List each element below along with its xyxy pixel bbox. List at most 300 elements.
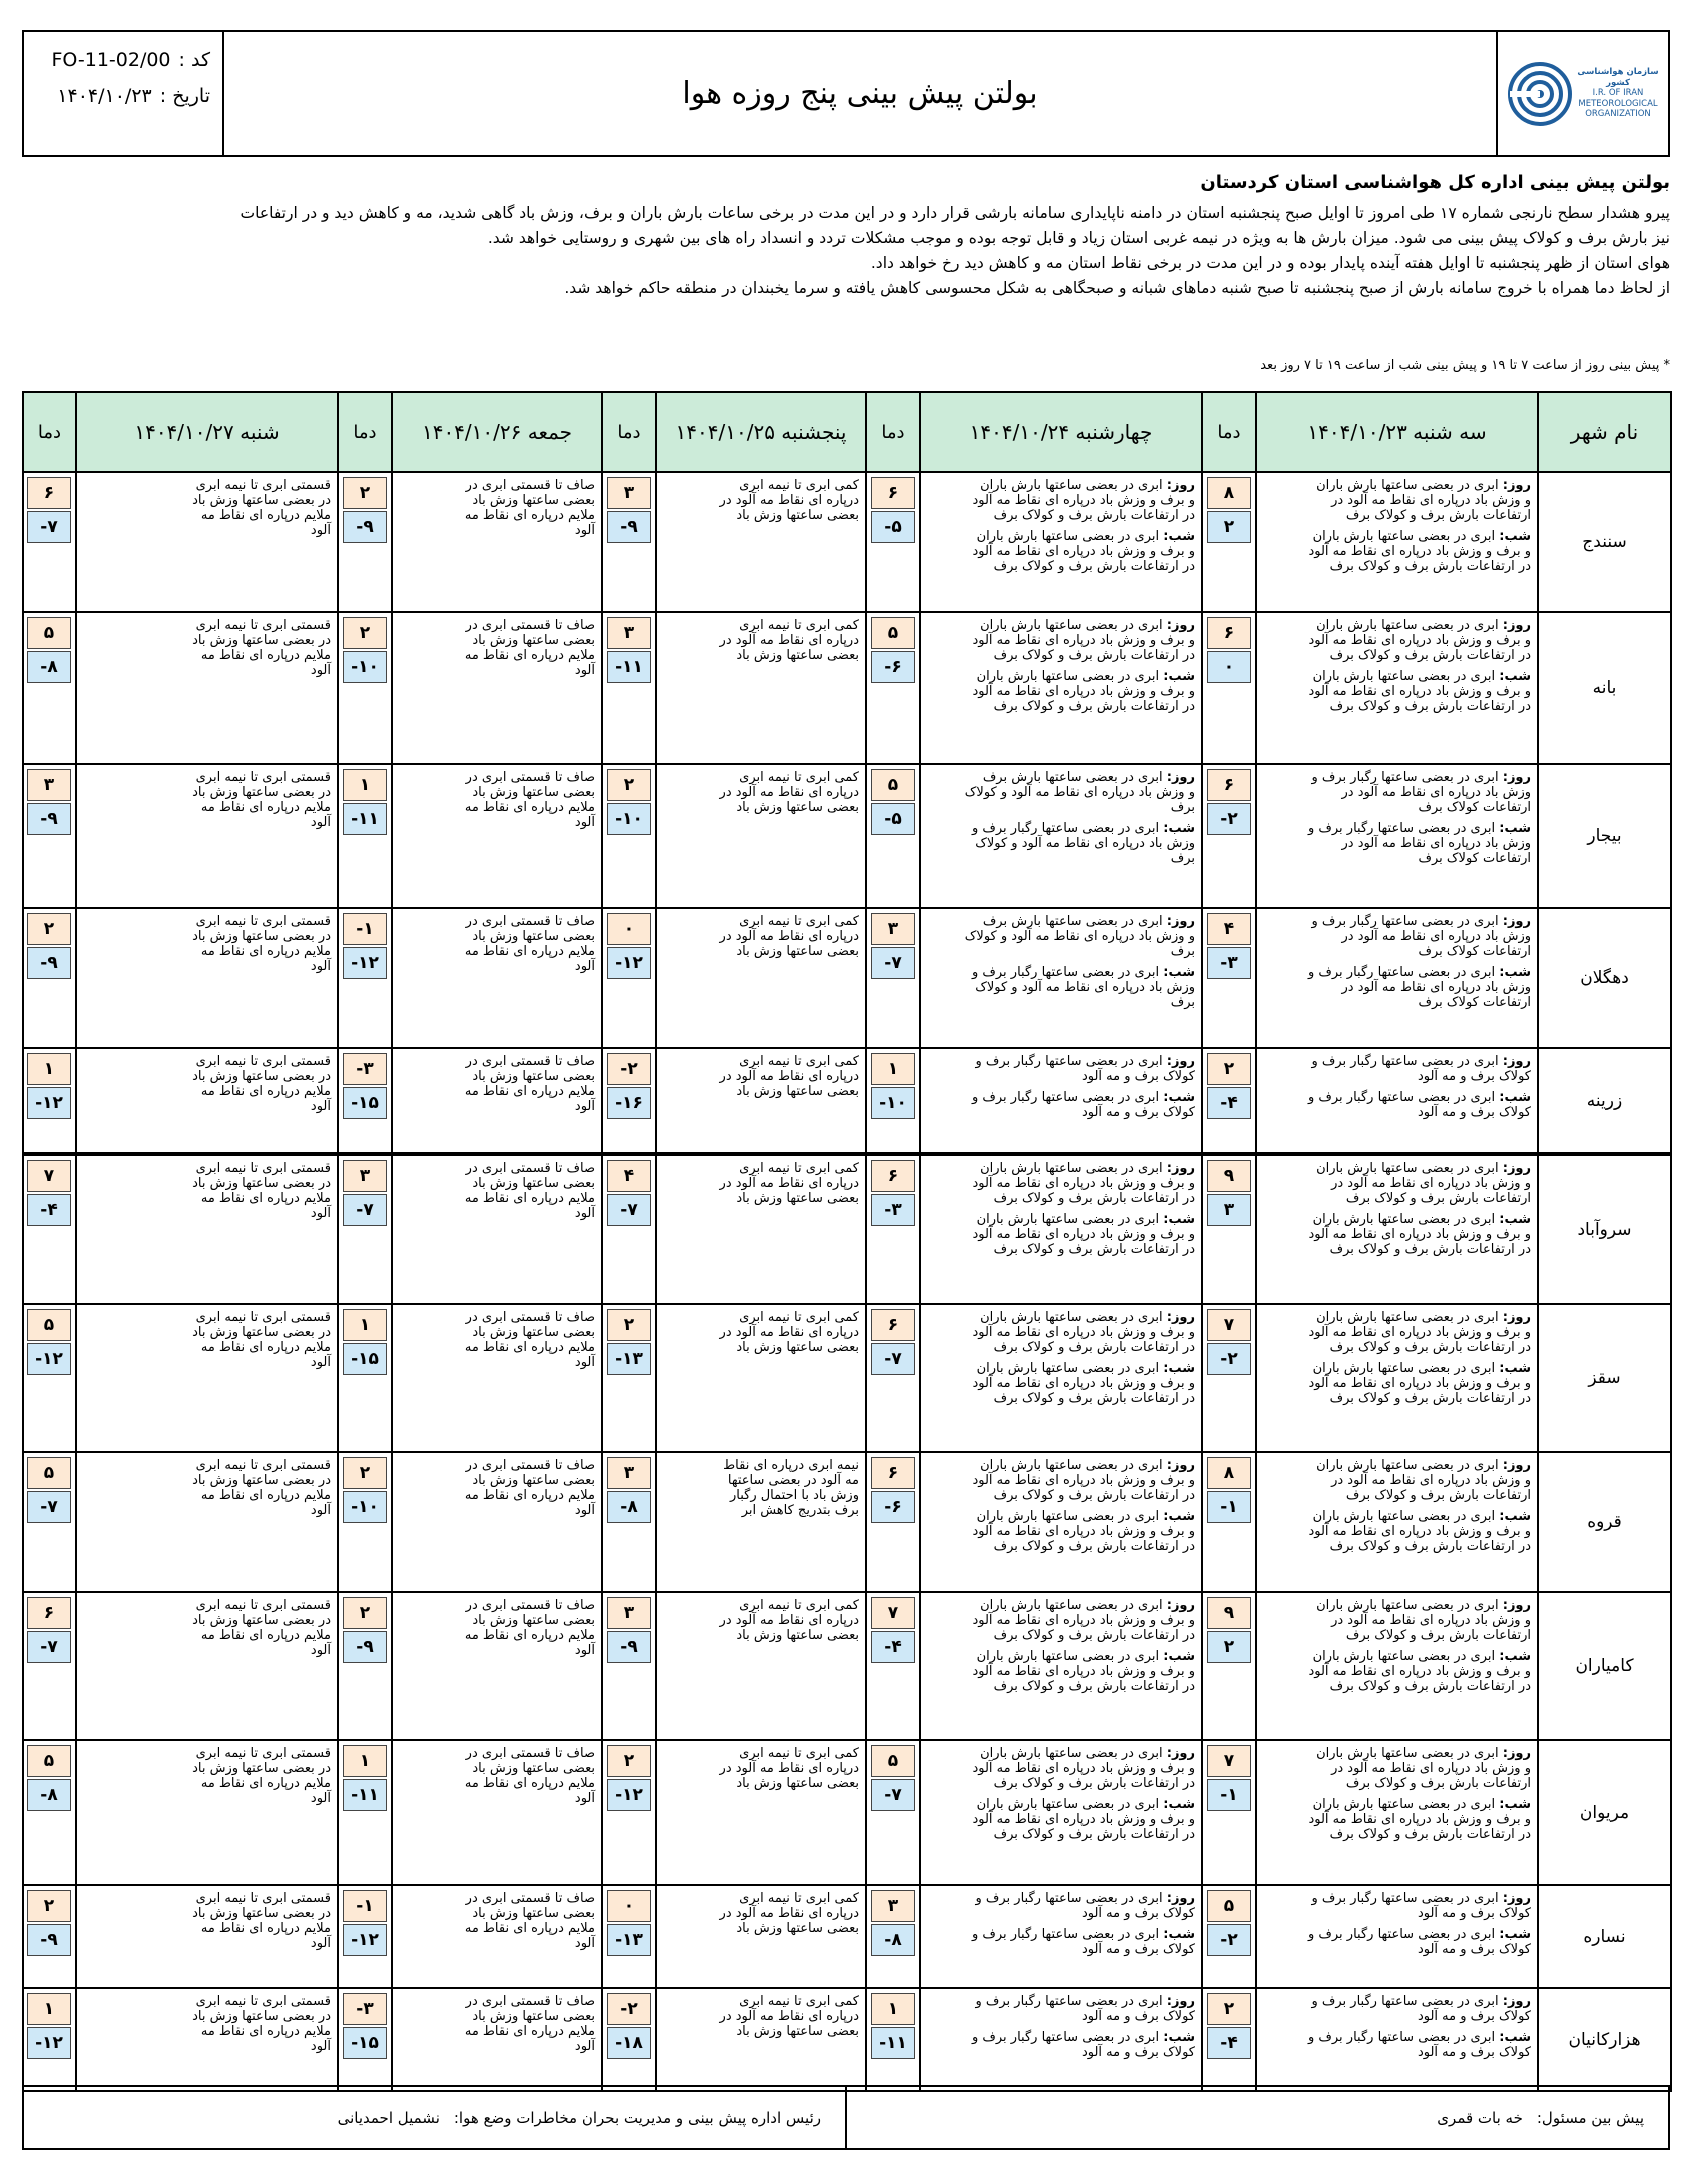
forecast-text: و برف و وزش باد درپاره ای نقاط مه آلود <box>972 1812 1195 1827</box>
forecast-line: صاف تا قسمتی ابری در <box>465 1746 595 1761</box>
temp-cell <box>23 1154 76 1304</box>
forecast-line: بعضی ساعتها وزش باد <box>472 1473 595 1488</box>
forecast-desc <box>392 1452 602 1592</box>
forecast-line <box>927 785 1195 800</box>
table-row <box>23 1452 1671 1592</box>
table-row <box>23 1304 1671 1452</box>
forecast-text: ارتفاعات کولاک برف <box>1418 944 1531 959</box>
temp-cell <box>866 1452 920 1592</box>
temp-cell <box>602 1592 656 1740</box>
city-name: سروآباد <box>1538 1154 1671 1304</box>
forecast-line: کمی ابری تا نیمه ابری <box>739 1746 859 1761</box>
max-temp: -۱ <box>343 1890 387 1922</box>
forecast-line: در بعضی ساعتها وزش باد <box>192 1069 331 1084</box>
forecast-line: درپاره ای نقاط مه آلود در <box>719 1613 859 1628</box>
night-forecast <box>927 1212 1195 1257</box>
forecast-line: بعضی ساعتها وزش باد <box>472 1761 595 1776</box>
forecast-desc <box>656 472 866 612</box>
forecast-desc <box>1256 1154 1538 1304</box>
night-forecast <box>1263 965 1531 1010</box>
forecast-line: قسمتی ابری تا نیمه ابری <box>195 1054 331 1069</box>
max-temp: ۵ <box>1207 1890 1251 1922</box>
temp-cell <box>338 1304 392 1452</box>
forecast-line <box>927 1069 1195 1084</box>
doc-meta <box>24 32 224 155</box>
forecast-line <box>927 1105 1195 1120</box>
day-forecast <box>1263 1994 1531 2024</box>
temp-cell <box>1202 612 1256 764</box>
forecast-line <box>927 684 1195 699</box>
night-forecast <box>1263 2030 1531 2060</box>
code-label: کد : <box>178 49 210 71</box>
forecast-line <box>927 929 1195 944</box>
forecast-desc <box>920 1592 1202 1740</box>
forecast-text: کولاک برف و مه آلود <box>1081 1105 1195 1120</box>
forecast-line: صاف تا قسمتی ابری در <box>465 1161 595 1176</box>
forecast-line <box>927 851 1195 866</box>
forecast-desc <box>920 908 1202 1048</box>
min-temp: -۶ <box>871 651 915 683</box>
forecast-text: ارتفاعات بارش برف و کولاک برف <box>1345 1628 1531 1643</box>
forecast-text: ابری در بعضی ساعتها رگبار برف و <box>972 1927 1160 1942</box>
temp-cell <box>1202 1304 1256 1452</box>
forecast-line <box>1263 980 1531 995</box>
forecast-line <box>927 1797 1195 1812</box>
temp-cell <box>866 472 920 612</box>
forecast-line: کمی ابری تا نیمه ابری <box>739 770 859 785</box>
min-temp: -۷ <box>607 1194 651 1226</box>
max-temp: ۱ <box>871 1993 915 2025</box>
forecast-line: نیمه ابری درپاره ای نقاط <box>723 1458 859 1473</box>
forecast-text: ابری در بعضی ساعتها بارش باران <box>980 1310 1163 1325</box>
night-label: شب: <box>1163 1649 1195 1664</box>
forecast-line: برف بتدریج کاهش ابر <box>741 1503 859 1518</box>
day-forecast <box>1263 1161 1531 1206</box>
forecast-line <box>1263 836 1531 851</box>
night-label: شب: <box>1163 529 1195 544</box>
temp-cell <box>866 764 920 908</box>
night-label: شب: <box>1499 1649 1531 1664</box>
code-value: FO-11-02/00 <box>51 49 171 71</box>
forecast-desc <box>656 764 866 908</box>
night-forecast <box>927 2030 1195 2060</box>
forecast-desc <box>920 1452 1202 1592</box>
forecast-text: ابری در بعضی ساعتها رگبار برف و <box>975 1994 1163 2009</box>
forecast-line <box>1263 1473 1531 1488</box>
max-temp: ۸ <box>1207 1457 1251 1489</box>
forecast-text: وزش باد درپاره ای نقاط مه آلود در <box>1341 785 1531 800</box>
forecast-line <box>1263 1613 1531 1628</box>
forecast-line: قسمتی ابری تا نیمه ابری <box>195 1746 331 1761</box>
forecast-desc <box>1256 472 1538 612</box>
city-name: نساره <box>1538 1885 1671 1988</box>
forecast-line <box>927 1891 1195 1906</box>
forecast-desc <box>1256 1988 1538 2091</box>
min-temp: -۷ <box>871 1779 915 1811</box>
forecast-line: درپاره ای نقاط مه آلود در <box>719 1325 859 1340</box>
min-temp: -۳ <box>871 1194 915 1226</box>
temp-header: دما <box>602 392 656 472</box>
forecast-text: و برف و وزش باد درپاره ای نقاط مه آلود <box>972 1176 1195 1191</box>
day-label: روز: <box>1166 1746 1195 1761</box>
min-temp: -۱۱ <box>607 651 651 683</box>
forecast-line <box>1263 1090 1531 1105</box>
logo-text <box>1577 67 1659 120</box>
forecast-line: آلود <box>310 1503 331 1518</box>
forecast-line: آلود <box>574 1936 595 1951</box>
night-forecast <box>1263 1649 1531 1694</box>
forecast-text: در ارتفاعات بارش برف و کولاک برف <box>993 1827 1195 1842</box>
forecast-line: آلود <box>574 663 595 678</box>
forecast-line: ملایم درپاره ای نقاط مه <box>200 1921 331 1936</box>
forecast-line <box>1263 1509 1531 1524</box>
forecast-desc <box>656 1740 866 1885</box>
bulletin-header <box>22 30 1670 157</box>
forecast-line <box>1263 800 1531 815</box>
forecast-line <box>927 508 1195 523</box>
forecast-line <box>1263 684 1531 699</box>
forecast-line: بعضی ساعتها وزش باد <box>472 785 595 800</box>
temp-cell <box>1202 1592 1256 1740</box>
max-temp: ۵ <box>27 617 71 649</box>
forecast-line <box>927 1391 1195 1406</box>
forecast-line <box>1263 1325 1531 1340</box>
max-temp: ۳ <box>607 1457 651 1489</box>
forecast-line: بعضی ساعتها وزش باد <box>736 1191 859 1206</box>
night-label: شب: <box>1499 669 1531 684</box>
forecast-line: درپاره ای نقاط مه آلود در <box>719 785 859 800</box>
temp-cell <box>338 1452 392 1592</box>
forecast-line: بعضی ساعتها وزش باد <box>472 2009 595 2024</box>
forecast-line <box>927 800 1195 815</box>
max-temp: ۷ <box>27 1160 71 1192</box>
temp-cell <box>1202 764 1256 908</box>
forecast-text: ارتفاعات کولاک برف <box>1418 851 1531 866</box>
forecast-line: ملایم درپاره ای نقاط مه <box>200 944 331 959</box>
temp-cell <box>866 1048 920 1154</box>
forecast-line <box>1263 544 1531 559</box>
forecast-text: ارتفاعات بارش برف و کولاک برف <box>1345 1191 1531 1206</box>
min-temp: -۱۲ <box>607 947 651 979</box>
forecast-line: ملایم درپاره ای نقاط مه <box>200 2024 331 2039</box>
forecast-text: برف <box>1170 800 1195 815</box>
min-temp: -۴ <box>1207 2027 1251 2059</box>
forecast-line <box>1263 1776 1531 1791</box>
temp-cell <box>866 1592 920 1740</box>
min-temp: -۷ <box>343 1194 387 1226</box>
forecast-line: صاف تا قسمتی ابری در <box>465 914 595 929</box>
forecast-line: بعضی ساعتها وزش باد <box>736 1084 859 1099</box>
forecast-line: بعضی ساعتها وزش باد <box>472 1069 595 1084</box>
max-temp: ۵ <box>871 769 915 801</box>
min-temp: -۱۰ <box>343 651 387 683</box>
forecast-line: در بعضی ساعتها وزش باد <box>192 1761 331 1776</box>
forecast-line: آلود <box>310 1643 331 1658</box>
forecast-text: ابری در بعضی ساعتها بارش باران <box>976 1649 1160 1664</box>
temp-cell <box>338 764 392 908</box>
temp-cell <box>23 1048 76 1154</box>
temp-cell <box>23 472 76 612</box>
day-label: روز: <box>1166 1161 1195 1176</box>
max-temp: ۷ <box>1207 1309 1251 1341</box>
day-label: روز: <box>1166 1994 1195 2009</box>
forecast-text: ابری در بعضی ساعتها بارش باران <box>1316 1310 1499 1325</box>
forecast-line: بعضی ساعتها وزش باد <box>472 929 595 944</box>
night-label: شب: <box>1499 821 1531 836</box>
min-temp: -۱۰ <box>607 803 651 835</box>
forecast-desc <box>76 908 338 1048</box>
forecast-text: و برف و وزش باد درپاره ای نقاط مه آلود <box>1308 544 1531 559</box>
night-forecast <box>1263 1509 1531 1554</box>
forecast-line: ملایم درپاره ای نقاط مه <box>464 508 595 523</box>
forecast-desc <box>392 472 602 612</box>
day-label: روز: <box>1502 618 1531 633</box>
temp-cell <box>866 1988 920 2091</box>
temp-cell <box>602 1740 656 1885</box>
min-temp: -۱۲ <box>607 1779 651 1811</box>
forecast-text: در ارتفاعات بارش برف و کولاک برف <box>993 508 1195 523</box>
forecast-line: ملایم درپاره ای نقاط مه <box>464 1628 595 1643</box>
forecast-line: ملایم درپاره ای نقاط مه <box>464 1776 595 1791</box>
forecast-desc <box>392 1885 602 1988</box>
forecast-line: صاف تا قسمتی ابری در <box>465 770 595 785</box>
forecast-desc <box>920 1988 1202 2091</box>
forecast-desc <box>1256 1452 1538 1592</box>
forecast-text: و برف و وزش باد درپاره ای نقاط مه آلود <box>972 1473 1195 1488</box>
table-row <box>23 908 1671 1048</box>
temp-cell <box>338 1988 392 2091</box>
forecast-line: صاف تا قسمتی ابری در <box>465 1891 595 1906</box>
forecast-text: برف <box>1170 995 1195 1010</box>
forecast-desc <box>920 764 1202 908</box>
forecast-line: صاف تا قسمتی ابری در <box>465 1458 595 1473</box>
forecast-desc <box>76 1304 338 1452</box>
date-value: ۱۴۰۴/۱۰/۲۳ <box>57 85 152 107</box>
forecast-text: ابری در بعضی ساعتها رگبار برف و <box>1308 821 1496 836</box>
forecast-text: و برف و وزش باد درپاره ای نقاط مه آلود <box>972 1376 1195 1391</box>
forecast-line <box>927 1488 1195 1503</box>
min-temp: -۲ <box>1207 1343 1251 1375</box>
forecast-line: درپاره ای نقاط مه آلود در <box>719 1176 859 1191</box>
forecast-line: درپاره ای نقاط مه آلود در <box>719 633 859 648</box>
forecast-line: درپاره ای نقاط مه آلود در <box>719 929 859 944</box>
min-temp: -۱۱ <box>343 803 387 835</box>
forecast-line: ملایم درپاره ای نقاط مه <box>464 1340 595 1355</box>
temp-cell <box>866 1304 920 1452</box>
day-label: روز: <box>1166 1458 1195 1473</box>
forecast-line <box>1263 1628 1531 1643</box>
table-row <box>23 472 1671 612</box>
temp-cell <box>866 612 920 764</box>
min-temp: -۱۲ <box>27 2027 71 2059</box>
forecast-desc <box>392 1304 602 1452</box>
date-label: تاریخ : <box>159 85 210 107</box>
forecast-line: آلود <box>310 815 331 830</box>
forecast-text: ابری در بعضی ساعتها رگبار برف و <box>972 2030 1160 2045</box>
day-label: روز: <box>1166 1891 1195 1906</box>
forecast-text: در ارتفاعات بارش برف و کولاک برف <box>1329 1827 1531 1842</box>
day-forecast <box>1263 1458 1531 1503</box>
forecast-line: قسمتی ابری تا نیمه ابری <box>195 1598 331 1613</box>
forecast-line: ملایم درپاره ای نقاط مه <box>200 508 331 523</box>
night-label: شب: <box>1499 1361 1531 1376</box>
forecast-text: و برف و وزش باد درپاره ای نقاط مه آلود <box>1308 1376 1531 1391</box>
forecast-text: و برف و وزش باد درپاره ای نقاط مه آلود <box>972 633 1195 648</box>
temp-cell <box>23 612 76 764</box>
forecast-line: آلود <box>310 1206 331 1221</box>
forecast-line <box>1263 1340 1531 1355</box>
min-temp: -۱۱ <box>343 1779 387 1811</box>
forecast-line: ملایم درپاره ای نقاط مه <box>464 800 595 815</box>
forecast-text: ابری در بعضی ساعتها بارش باران <box>1312 1797 1496 1812</box>
forecast-line: کمی ابری تا نیمه ابری <box>739 1161 859 1176</box>
forecast-line <box>1263 944 1531 959</box>
forecast-line: ملایم درپاره ای نقاط مه <box>464 1921 595 1936</box>
max-temp: ۶ <box>27 1597 71 1629</box>
temp-cell <box>338 908 392 1048</box>
forecast-line <box>927 1340 1195 1355</box>
forecast-line <box>1263 1176 1531 1191</box>
forecast-line: آلود <box>574 1206 595 1221</box>
forecast-text: و برف و وزش باد درپاره ای نقاط مه آلود <box>1308 1812 1531 1827</box>
forecast-line <box>927 1325 1195 1340</box>
day-forecast <box>927 1310 1195 1355</box>
night-label: شب: <box>1499 1927 1531 1942</box>
night-forecast <box>927 669 1195 714</box>
forecast-line <box>1263 914 1531 929</box>
forecast-text: ابری در بعضی ساعتها بارش باران <box>980 618 1163 633</box>
forecast-line <box>927 944 1195 959</box>
temp-cell <box>1202 1740 1256 1885</box>
forecast-line <box>1263 699 1531 714</box>
forecast-line: آلود <box>574 1355 595 1370</box>
night-forecast <box>1263 529 1531 574</box>
forecast-line <box>927 965 1195 980</box>
min-temp: -۹ <box>27 803 71 835</box>
forecaster-label: پیش بین مسئول: <box>1536 2108 1644 2127</box>
max-temp: -۲ <box>607 1993 651 2025</box>
forecast-line <box>927 1761 1195 1776</box>
forecast-text: ابری در بعضی ساعتها بارش باران <box>976 1509 1160 1524</box>
temp-cell <box>602 1048 656 1154</box>
forecast-line <box>1263 1524 1531 1539</box>
temp-cell <box>338 1048 392 1154</box>
forecast-text: و برف و وزش باد درپاره ای نقاط مه آلود <box>1308 1664 1531 1679</box>
forecast-line <box>927 618 1195 633</box>
day-label: روز: <box>1502 1746 1531 1761</box>
forecast-text: در ارتفاعات بارش برف و کولاک برف <box>993 1679 1195 1694</box>
forecast-line <box>1263 1227 1531 1242</box>
forecast-text: کولاک برف و مه آلود <box>1081 1069 1195 1084</box>
forecast-line <box>1263 1361 1531 1376</box>
forecast-line: بعضی ساعتها وزش باد <box>736 2024 859 2039</box>
forecast-line <box>1263 1191 1531 1206</box>
forecast-line: درپاره ای نقاط مه آلود در <box>719 493 859 508</box>
forecast-text: ابری در بعضی ساعتها رگبار برف و <box>1311 770 1499 785</box>
max-temp: ۳ <box>607 1597 651 1629</box>
forecast-line <box>1263 633 1531 648</box>
forecast-line <box>1263 1212 1531 1227</box>
city-name: قروه <box>1538 1452 1671 1592</box>
max-temp: -۳ <box>343 1993 387 2025</box>
forecast-desc <box>1256 1885 1538 1988</box>
temp-cell <box>338 1154 392 1304</box>
day-label: روز: <box>1502 1994 1531 2009</box>
forecast-line <box>927 1473 1195 1488</box>
forecast-line: در بعضی ساعتها وزش باد <box>192 1176 331 1191</box>
min-temp: -۷ <box>27 511 71 543</box>
min-temp: -۱۲ <box>343 1924 387 1956</box>
night-label: شب: <box>1163 1212 1195 1227</box>
forecast-text: در ارتفاعات بارش برف و کولاک برف <box>1329 1340 1531 1355</box>
forecast-line <box>927 821 1195 836</box>
forecast-line <box>1263 1598 1531 1613</box>
forecast-line <box>927 2030 1195 2045</box>
forecast-desc <box>656 1452 866 1592</box>
min-temp: -۱۰ <box>343 1491 387 1523</box>
forecast-text: و وزش باد درپاره ای نقاط مه آلود در <box>1331 493 1531 508</box>
forecast-line <box>1263 493 1531 508</box>
forecast-text: ابری در بعضی ساعتها بارش باران <box>1316 478 1499 493</box>
max-temp: ۴ <box>1207 913 1251 945</box>
night-label: شب: <box>1163 1361 1195 1376</box>
night-label: شب: <box>1499 1212 1531 1227</box>
forecast-desc <box>656 908 866 1048</box>
forecast-line <box>927 1906 1195 1921</box>
forecast-line <box>1263 1161 1531 1176</box>
min-temp: -۲ <box>1207 803 1251 835</box>
forecast-line: صاف تا قسمتی ابری در <box>465 618 595 633</box>
forecast-line: بعضی ساعتها وزش باد <box>472 1906 595 1921</box>
forecast-line <box>927 1679 1195 1694</box>
forecast-desc <box>920 1740 1202 1885</box>
max-temp: ۶ <box>871 477 915 509</box>
min-temp: ۳ <box>1207 1194 1251 1226</box>
max-temp: ۰ <box>607 913 651 945</box>
forecast-line <box>1263 851 1531 866</box>
forecast-line <box>927 633 1195 648</box>
forecast-line <box>1263 508 1531 523</box>
forecast-desc <box>1256 612 1538 764</box>
night-forecast <box>1263 1361 1531 1406</box>
forecast-desc <box>656 1154 866 1304</box>
forecast-text: برف <box>1170 944 1195 959</box>
forecast-text: در ارتفاعات بارش برف و کولاک برف <box>1329 559 1531 574</box>
forecast-text: کولاک برف و مه آلود <box>1417 1942 1531 1957</box>
night-forecast <box>927 1797 1195 1842</box>
forecast-body <box>23 472 1671 2091</box>
forecast-text: وزش باد درپاره ای نقاط مه آلود در <box>1341 929 1531 944</box>
forecast-line <box>1263 1797 1531 1812</box>
forecast-text: در ارتفاعات بارش برف و کولاک برف <box>993 1776 1195 1791</box>
temp-cell <box>23 1885 76 1988</box>
night-label: شب: <box>1499 1797 1531 1812</box>
table-row <box>23 1740 1671 1885</box>
forecast-line <box>1263 1942 1531 1957</box>
temp-cell <box>338 1592 392 1740</box>
min-temp: -۴ <box>871 1631 915 1663</box>
day-forecast <box>927 914 1195 959</box>
min-temp: -۸ <box>27 651 71 683</box>
day-label: روز: <box>1166 1054 1195 1069</box>
city-name: زرینه <box>1538 1048 1671 1154</box>
forecast-line <box>1263 1746 1531 1761</box>
temp-cell <box>338 1885 392 1988</box>
forecast-line <box>927 529 1195 544</box>
forecast-text: در ارتفاعات بارش برف و کولاک برف <box>993 1340 1195 1355</box>
forecast-line <box>927 1212 1195 1227</box>
max-temp: ۶ <box>1207 769 1251 801</box>
